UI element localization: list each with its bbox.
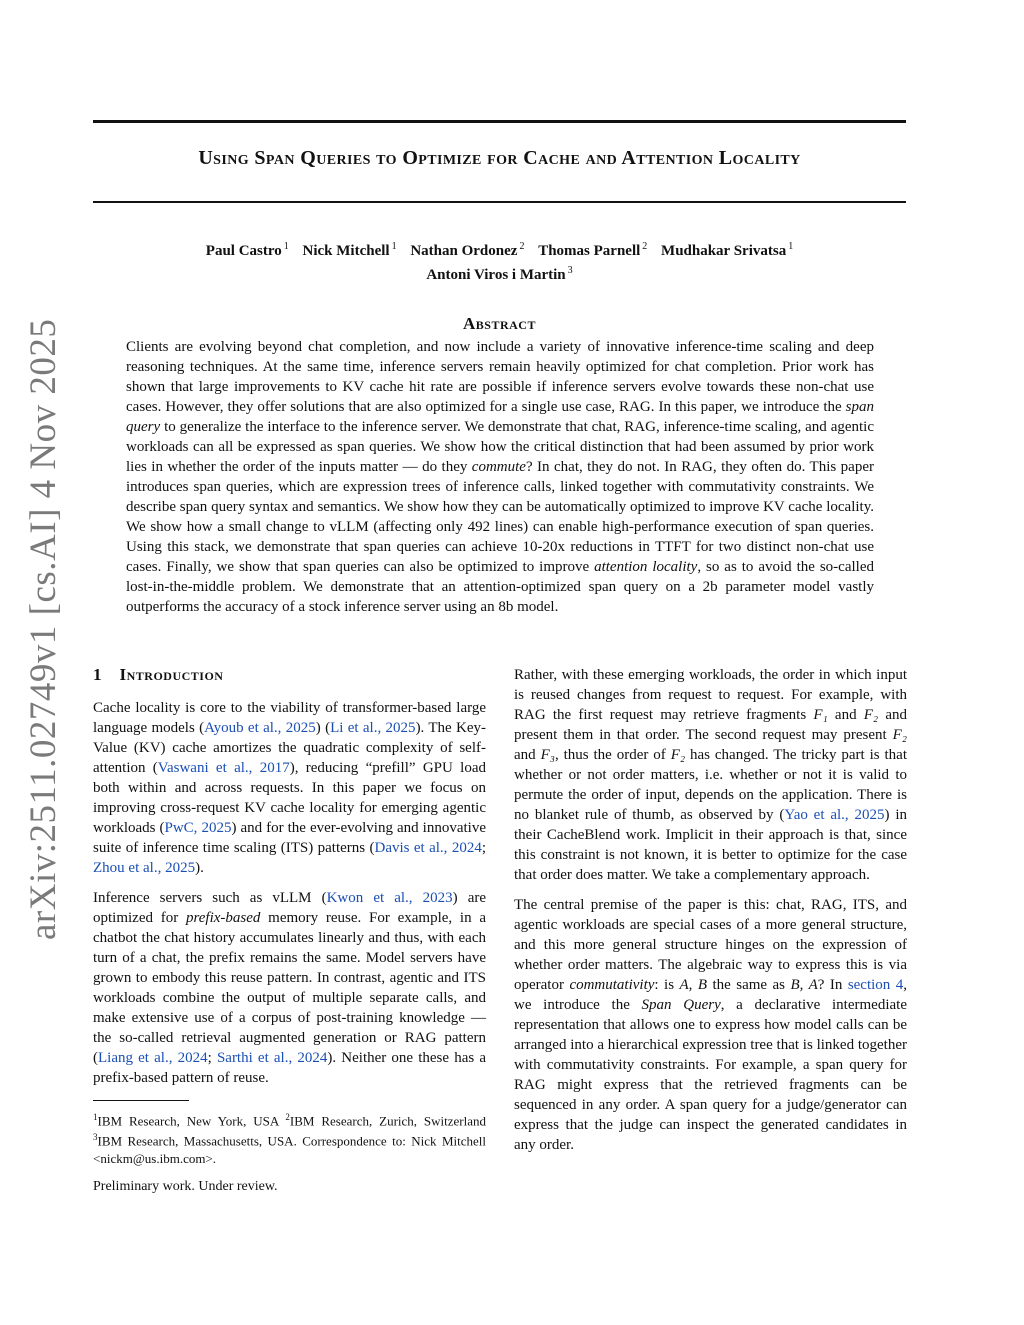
citation-link[interactable]: Zhou et al., 2025 [93,860,196,876]
citation-link[interactable]: PwC, 2025 [164,820,232,836]
citation-link[interactable]: Vaswani et al., 2017 [157,760,290,776]
citation-link[interactable]: Ayoub et al., 2025 [204,720,316,736]
author: Nick Mitchell $^1$ [302,241,397,259]
citation-link[interactable]: Li et al., 2025 [330,720,416,736]
affiliation-footnote: $^1$IBM Research, New York, USA $^2$IBM Research, Zurich, Switzerland $^3$IBM Research, Massachusetts, USA. Correspondence to: Nick Mitchell <nickm@us.ibm.com>. [93,1112,487,1166]
title-rule-top [93,120,906,123]
author: Mudhakar Srivatsa $^1$ [661,241,794,259]
citation-link[interactable]: Sarthi et al., 2024 [216,1050,328,1066]
abstract-heading: Abstract [463,314,536,333]
footnote-rule [93,1100,189,1101]
author: Antoni Viros i Martin $^3$ [426,265,573,283]
paper-title: Using Span Queries to Optimize for Cache and Attention Locality [198,147,801,169]
author: Paul Castro $^1$ [205,241,289,259]
arxiv-identifier: arXiv:2511.02749v1 [cs.AI] 4 Nov 2025 [23,318,64,940]
author: Nathan Ordonez $^2$ [410,241,525,259]
review-notice: Preliminary work. Under review. [93,1178,278,1194]
section-link[interactable]: section 4 [847,977,904,993]
author: Thomas Parnell $^2$ [538,241,648,259]
paragraph: The central premise of the paper is this: chat, RAG, ITS, and agentic workloads are special cases of a more general structure, and this more general structure hinges on the expression of whether order matters. The algebraic way to express this is via operator commutativity: is A, B the same as B, A? In section 4, we introduce the Span Query, a declarative intermediate representation that allows one to express how model calls can be arranged into a hierarchical expression tree that is linked together with commutativity constraints. For example, a span query for RAG might express that the retrieved fragments can be sequenced in any order. A span query for a judge/generator can express that the judge can inspect the generated candidates in any order. [514,897,908,1153]
left-column [93,664,486,1207]
paragraph: Rather, with these emerging workloads, the order in which input is reused changes from request to request. For example, with RAG the first request may retrieve fragments F₁ and F₂ and present them in that order. The second request may present F₂ and F₃, thus the order of F₂ has changed. The tricky part is that whether or not order matters, i.e. whether or not it is valid to permute the order of input, depends on the application. There is no blanket rule of thumb, as observed by (Yao et al., 2025) in their CacheBlend work. Implicit in their approach is that, since this constraint is not known, it is better to optimize for the case that order does matter. We take a complementary approach. [514,667,907,883]
right-column [514,665,907,1165]
section-heading: 1 Introduction [93,665,224,684]
paragraph: Inference servers such as vLLM (Kwon et al., 2023) are optimized for prefix-based memory reuse. For example, in a chatbot the chat history accumulates linearly and thus, with each turn of a chat, the prefix remains the same. Model servers have grown to embody this reuse pattern. In contrast, agentic and ITS workloads combine the output of multiple separate calls, and make extensive use of a corpus of post-training knowledge — the so-called retrieval augmented generation or RAG pattern (Liang et al., 2024; Sarthi et al., 2024). Neither one these has a prefix-based pattern of reuse. [93,890,487,1086]
citation-link[interactable]: Kwon et al., 2023 [326,890,453,906]
paragraph: Cache locality is core to the viability of transformer-based large language models (Ayoub et al., 2025) (Li et al., 2025). The Key-Value (KV) cache amortizes the quadratic complexity of self-attention (Vaswani et al., 2017), reducing “prefill” GPU load both within and across requests. In this paper we focus on improving cross-request KV cache locality for emerging agentic workloads (PwC, 2025) and for the ever-evolving and innovative suite of inference time scaling (ITS) patterns (Davis et al., 2024; Zhou et al., 2025). [93,700,487,876]
title-rule-bottom [93,201,906,203]
citation-link[interactable]: Liang et al., 2024 [98,1050,208,1066]
citation-link[interactable]: Yao et al., 2025 [784,807,885,823]
abstract-text: Clients are evolving beyond chat completion, and now include a variety of innovative inference-time scaling and deep reasoning techniques. At the same time, inference servers remain heavily optimized for chat completion. Prior work has shown that large improvements to KV cache hit rate are possible if inference servers evolve towards these non-chat use cases. However, they offer solutions that are also optimized for a single use case, RAG. In this paper, we introduce the span query to generalize the interface to the inference server. We demonstrate that chat, RAG, inference-time scaling, and agentic workloads can all be expressed as span queries. We show how the critical distinction that had been assumed by prior work lies in whether the order of the inputs matter — do they commute? In chat, they do not. In RAG, they often do. This paper introduces span queries, which are expression trees of inference calls, linked together with commutativity constraints. We describe span query syntax and semantics. We show how they can be automatically optimized to improve KV cache locality. We show how a small change to vLLM (affecting only 492 lines) can enable high-performance execution of span queries. Using this stack, we demonstrate that span queries can achieve 10-20x reductions in TTFT for two distinct non-chat use cases. Finally, we show that span queries can also be optimized to improve attention locality, so as to avoid the so-called lost-in-the-middle problem. We demonstrate that an attention-optimized span query on a 2b parameter model vastly outperforms the accuracy of a stock inference server using an 8b model. [126,339,874,615]
author-list [93,237,906,285]
citation-link[interactable]: Davis et al., 2024 [374,840,482,856]
